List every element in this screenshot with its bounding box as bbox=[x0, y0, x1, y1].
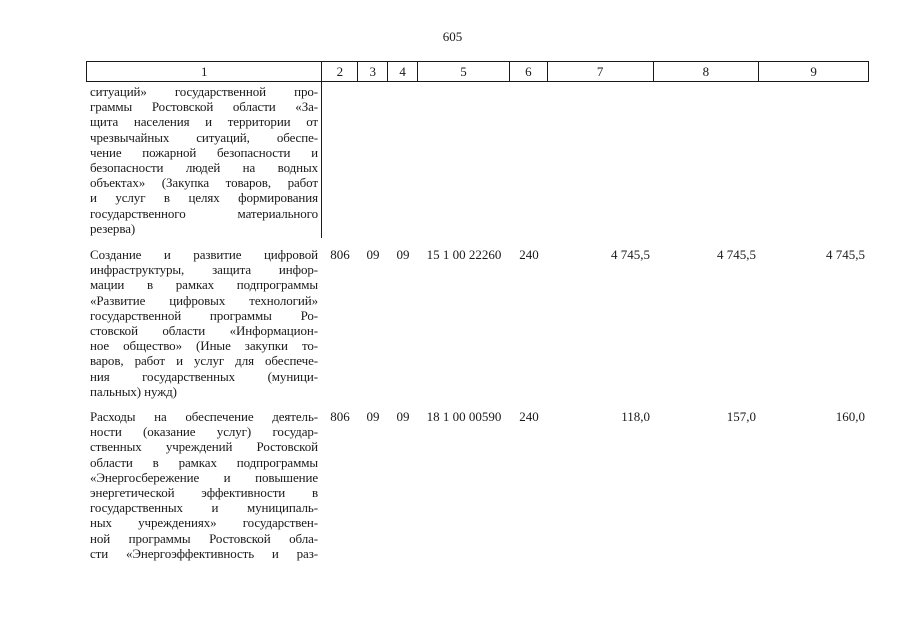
desc-line: «Развитие цифровых технологий» bbox=[90, 292, 318, 308]
desc-line: объектах» (Закупка товаров, работ bbox=[90, 175, 318, 191]
header-col-1: 1 bbox=[87, 62, 322, 81]
page-number: 605 bbox=[442, 29, 463, 44]
header-col-4: 4 bbox=[388, 62, 418, 81]
desc-line: безопасности людей на водных bbox=[90, 159, 318, 175]
cell-col-5: 15 1 00 22260 bbox=[426, 247, 502, 262]
cell-col-7: 4 745,5 bbox=[611, 247, 650, 262]
cell-col-2: 806 bbox=[330, 409, 350, 424]
cell-col-4: 09 bbox=[396, 247, 410, 262]
desc-line: пальных) нужд) bbox=[90, 383, 177, 399]
header-col-7: 7 bbox=[548, 62, 654, 81]
desc-line: ности (оказание услуг) государ- bbox=[90, 424, 318, 440]
desc-line: ных учреждениях» государствен- bbox=[90, 515, 318, 531]
desc-line: энергетической эффективности в bbox=[90, 484, 318, 500]
cell-col-8: 4 745,5 bbox=[717, 247, 756, 262]
cell-col-3 bbox=[358, 84, 388, 236]
cell-col-6: 240 bbox=[519, 409, 539, 424]
cell-col-2 bbox=[322, 84, 358, 236]
table-row bbox=[86, 409, 869, 561]
desc-line: стовской области «Информацион- bbox=[90, 322, 318, 338]
desc-line: щита населения и территории от bbox=[90, 114, 318, 130]
table-row bbox=[86, 247, 869, 399]
header-col-2: 2 bbox=[322, 62, 358, 81]
cell-col-2: 806 bbox=[330, 247, 350, 262]
desc-line: резерва) bbox=[90, 220, 136, 236]
desc-line: граммы Ростовской области «За- bbox=[90, 99, 318, 115]
desc-line: мации в рамках подпрограммы bbox=[90, 277, 318, 293]
desc-line: «Энергосбережение и повышение bbox=[90, 469, 318, 485]
cell-col-7: 118,0 bbox=[621, 409, 650, 424]
cell-col-4: 09 bbox=[396, 409, 410, 424]
desc-line: государственных и муниципаль- bbox=[90, 500, 318, 516]
cell-col-9 bbox=[760, 84, 869, 236]
desc-line: ственных учреждений Ростовской bbox=[90, 439, 318, 455]
header-col-3: 3 bbox=[358, 62, 388, 81]
cell-col-5 bbox=[418, 84, 510, 236]
row-description bbox=[86, 247, 322, 399]
cell-col-6: 240 bbox=[519, 247, 539, 262]
desc-line: Создание и развитие цифровой bbox=[90, 247, 318, 262]
desc-line: чение пожарной безопасности и bbox=[90, 144, 318, 160]
desc-line: государственного материального bbox=[90, 205, 318, 221]
table-header-row bbox=[86, 61, 869, 82]
desc-line: Расходы на обеспечение деятель- bbox=[90, 409, 318, 424]
desc-line: ной программы Ростовской обла- bbox=[90, 530, 318, 546]
desc-line: ситуаций» государственной про- bbox=[90, 84, 318, 99]
cell-col-5: 18 1 00 00590 bbox=[426, 409, 502, 424]
cell-col-9: 160,0 bbox=[835, 409, 865, 424]
desc-line: чрезвычайных ситуаций, обеспе- bbox=[90, 129, 318, 145]
desc-line: варов, работ и услуг для обеспече- bbox=[90, 353, 318, 369]
header-col-8: 8 bbox=[654, 62, 760, 81]
desc-line: инфраструктуры, защита инфор- bbox=[90, 262, 318, 278]
cell-col-7 bbox=[548, 84, 654, 236]
desc-line: государственной программы Ро- bbox=[90, 307, 318, 323]
row-description bbox=[86, 409, 322, 561]
desc-line: и услуг в целях формирования bbox=[90, 190, 318, 206]
cell-col-8 bbox=[654, 84, 760, 236]
cell-col-4 bbox=[388, 84, 418, 236]
desc-line: области в рамках подпрограммы bbox=[90, 454, 318, 470]
table-row bbox=[86, 84, 869, 236]
cell-col-9: 4 745,5 bbox=[826, 247, 865, 262]
header-col-9: 9 bbox=[810, 64, 817, 79]
desc-line: ное общество» (Иные закупки то- bbox=[90, 338, 318, 354]
header-col-5: 5 bbox=[418, 62, 510, 81]
desc-line: ния государственных (муници- bbox=[90, 368, 318, 384]
cell-col-6 bbox=[510, 84, 548, 236]
cell-col-8: 157,0 bbox=[726, 409, 756, 424]
desc-line: сти «Энергоэффективность и раз- bbox=[90, 545, 318, 561]
row-description bbox=[86, 84, 322, 236]
cell-col-3: 09 bbox=[366, 409, 380, 424]
cell-col-3: 09 bbox=[366, 247, 380, 262]
header-col-6: 6 bbox=[510, 62, 548, 81]
